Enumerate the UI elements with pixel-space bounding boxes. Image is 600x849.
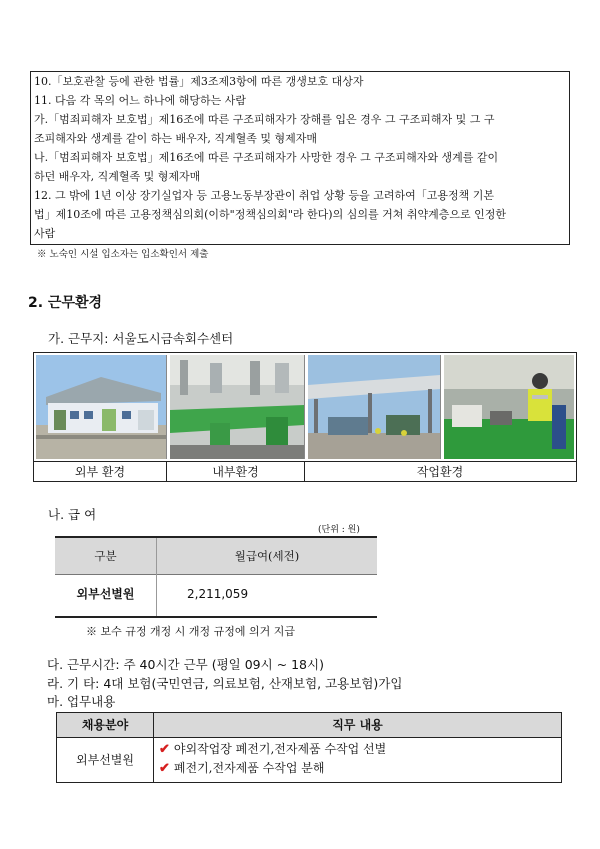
eligibility-line: 법」제10조에 따른 고용정책심의회(이하"정책심의회"라 한다)의 심의를 거쳐 취약계층으로 인정한 (34, 208, 506, 221)
other-line: 라. 기 타: 4대 보험(국민연금, 의료보험, 산재보험, 고용보험)가입 (47, 676, 403, 691)
pay-title: 나. 급 여 (48, 507, 97, 522)
unit-note: (단위 : 원) (318, 525, 360, 535)
duty-row-label: 외부선별원 (76, 753, 134, 767)
salary-divider (156, 573, 157, 616)
salary-header (55, 536, 377, 575)
pay-note: ※ 보수 규정 개정 시 개정 규정에 의거 지급 (86, 625, 295, 638)
duty-item-text: 폐전기,전자제품 수작업 분해 (173, 761, 325, 775)
worksite-photo (308, 355, 441, 459)
shelter-note: ※ 노숙인 시설 입소자는 입소확인서 제출 (37, 249, 209, 260)
caption-worksite: 작업환경 (416, 465, 464, 479)
worker-photo (444, 355, 574, 459)
eligibility-line: 조피해자와 생계를 같이 하는 배우자, 직계혈족 및 형제자매 (34, 132, 317, 145)
duty-header (57, 713, 561, 738)
eligibility-line: 가.「범죄피해자 보호법」제16조에 따른 구조피해자가 장해를 입은 경우 그 구조피해자 및 그 구 (34, 113, 495, 126)
duty-item (159, 759, 324, 778)
eligibility-line: 사람 (34, 227, 56, 240)
hours-line: 다. 근무시간: 주 40시간 근무 (평일 09시 ~ 18시) (47, 657, 324, 672)
caption-exterior: 외부 환경 (34, 462, 167, 482)
salary-row (55, 573, 377, 618)
duty-col-field: 채용분야 (81, 718, 129, 732)
salary-col-monthly: 월급여(세전) (234, 549, 300, 563)
exterior-photo (36, 355, 167, 459)
duty-item (159, 740, 386, 759)
eligibility-box (30, 71, 570, 245)
duties-title: 마. 업무내용 (47, 694, 116, 709)
eligibility-line: 11. 다음 각 목의 어느 하나에 해당하는 사람 (34, 94, 246, 107)
salary-row-value: 2,211,059 (187, 587, 249, 601)
eligibility-line: 하던 배우자, 직계혈족 및 형제자매 (34, 170, 201, 183)
eligibility-line: 10.「보호관찰 등에 관한 법률」제3조제3항에 따른 갱생보호 대상자 (34, 75, 364, 88)
checkmark-icon: ✔ (159, 761, 170, 776)
salary-divider (156, 538, 157, 574)
duty-col-content: 직무 내용 (332, 718, 383, 732)
duty-table (56, 712, 562, 783)
interior-photo (170, 355, 305, 459)
eligibility-line: 나.「범죄피해자 보호법」제16조에 따른 구조피해자가 사망한 경우 그 구조피해자와 생계를 같이 (34, 151, 499, 164)
salary-col-category: 구분 (94, 549, 117, 563)
photo-table (33, 352, 577, 482)
workplace-line: 가. 근무지: 서울도시금속회수센터 (48, 331, 234, 346)
section-title: 2. 근무환경 (28, 295, 103, 311)
duty-item-text: 야외작업장 폐전기,전자제품 수작업 선별 (173, 742, 387, 756)
checkmark-icon: ✔ (159, 742, 170, 757)
eligibility-line: 12. 그 밖에 1년 이상 장기실업자 등 고용노동부장관이 취업 상황 등을 고려하여「고용정책 기본 (34, 189, 494, 202)
duty-divider (153, 713, 154, 782)
caption-interior: 내부환경 (167, 462, 305, 482)
salary-row-label: 외부선별원 (76, 587, 135, 601)
caption-row (34, 461, 576, 482)
salary-table (55, 536, 377, 618)
